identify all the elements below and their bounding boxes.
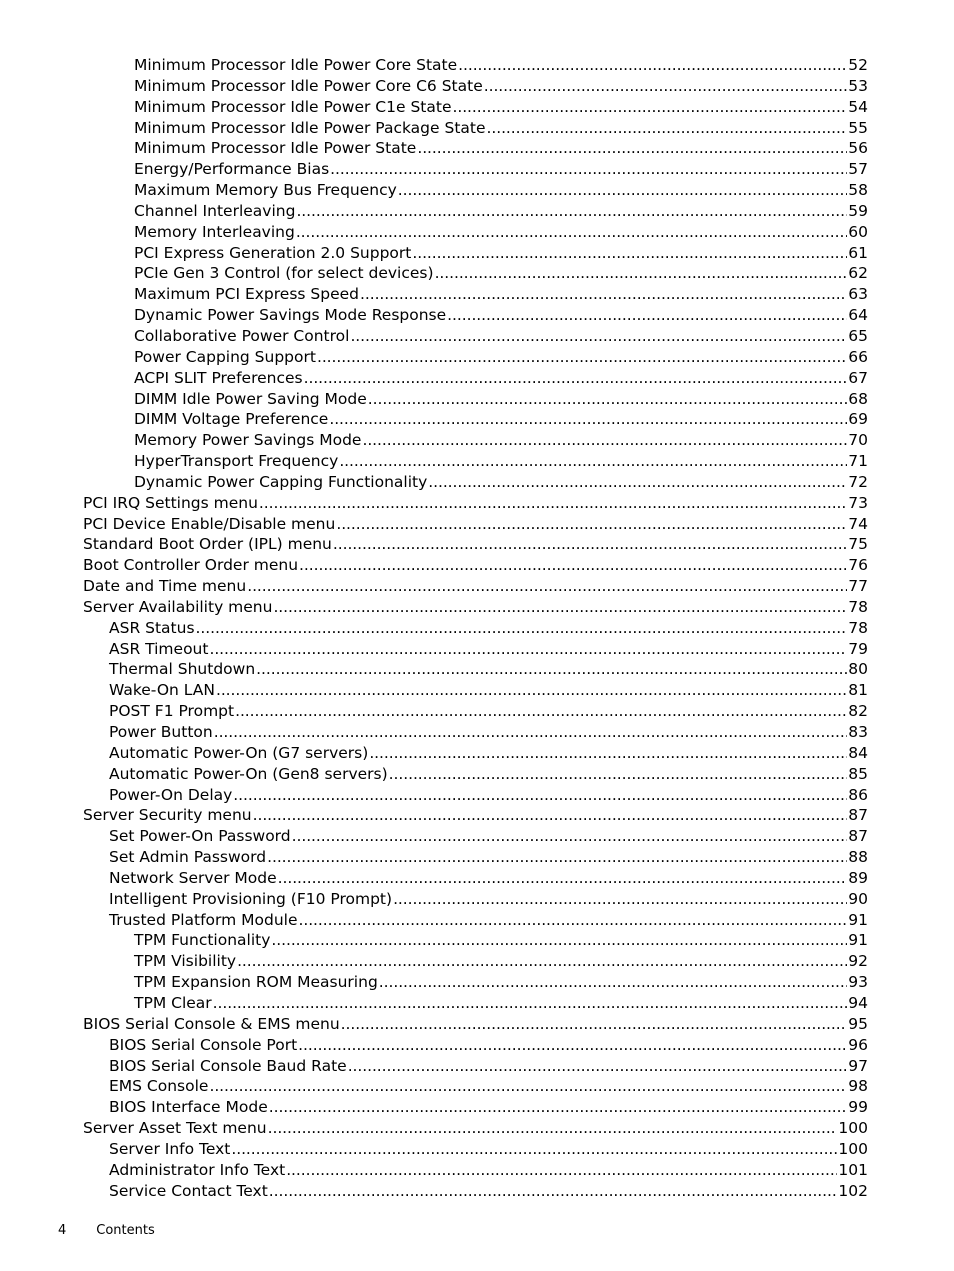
toc-entry[interactable]: [0, 1076, 868, 1097]
toc-entry-title: TPM Functionality: [134, 931, 271, 950]
toc-entry[interactable]: [0, 639, 868, 660]
toc-entry-page: 55: [848, 118, 868, 137]
toc-entry-title: HyperTransport Frequency: [134, 452, 339, 471]
toc-entry[interactable]: [0, 597, 868, 618]
toc-entry-title: PCI Device Enable/Disable menu: [83, 514, 336, 533]
dot-leader: [278, 868, 848, 889]
toc-entry[interactable]: [0, 534, 868, 555]
toc-entry-title: TPM Expansion ROM Measuring: [134, 973, 378, 992]
toc-entry-title: Server Security menu: [83, 806, 252, 825]
toc-entry-title: BIOS Serial Console Port: [109, 1035, 298, 1054]
toc-entry[interactable]: [0, 55, 868, 76]
toc-entry-title: BIOS Interface Mode: [109, 1098, 268, 1117]
dot-leader: [273, 597, 847, 618]
dot-leader: [196, 618, 848, 639]
toc-entry-page: 93: [848, 973, 868, 992]
dot-leader: [350, 326, 847, 347]
toc-entry-page: 70: [848, 431, 868, 450]
toc-entry-page: 81: [848, 681, 868, 700]
toc-entry-page: 94: [848, 993, 868, 1012]
toc-entry[interactable]: [0, 180, 868, 201]
toc-entry[interactable]: [0, 722, 868, 743]
dot-leader: [341, 1014, 848, 1035]
toc-entry-title: Server Asset Text menu: [83, 1119, 267, 1138]
toc-entry-title: Power Capping Support: [134, 347, 316, 366]
toc-entry-page: 60: [848, 222, 868, 241]
dot-leader: [348, 1056, 848, 1077]
toc-entry[interactable]: [0, 514, 868, 535]
toc-entry[interactable]: [0, 1014, 868, 1035]
toc-entry[interactable]: [0, 118, 868, 139]
toc-entry-title: EMS Console: [109, 1077, 209, 1096]
toc-entry[interactable]: [0, 1160, 868, 1181]
dot-leader: [360, 284, 847, 305]
toc-entry-title: Server Info Text: [109, 1139, 231, 1158]
dot-leader: [237, 951, 847, 972]
toc-entry[interactable]: [0, 389, 868, 410]
toc-entry-title: Set Admin Password: [109, 848, 267, 867]
toc-entry-page: 79: [848, 639, 868, 658]
toc-entry-title: Minimum Processor Idle Power Package State: [134, 118, 486, 137]
dot-leader: [339, 451, 847, 472]
toc-entry-title: Set Power-On Password: [109, 827, 291, 846]
dot-leader: [213, 993, 848, 1014]
toc-entry[interactable]: [0, 159, 868, 180]
toc-entry-page: 57: [848, 160, 868, 179]
dot-leader: [298, 1035, 847, 1056]
toc-entry-page: 85: [848, 764, 868, 783]
toc-entry-title: Service Contact Text: [109, 1181, 268, 1200]
toc-entry-title: TPM Visibility: [134, 952, 237, 971]
dot-leader: [336, 514, 847, 535]
toc-entry-title: Dynamic Power Capping Functionality: [134, 472, 428, 491]
dot-leader: [216, 680, 847, 701]
toc-entry-page: 88: [848, 848, 868, 867]
toc-entry[interactable]: [0, 368, 868, 389]
toc-entry-title: DIMM Idle Power Saving Mode: [134, 389, 367, 408]
toc-entry[interactable]: [0, 1056, 868, 1077]
toc-entry-title: Minimum Processor Idle Power Core State: [134, 56, 458, 74]
dot-leader: [379, 972, 847, 993]
toc-entry-title: Channel Interleaving: [134, 201, 296, 220]
dot-leader: [292, 826, 848, 847]
toc-entry-page: 54: [848, 97, 868, 116]
toc-entry-page: 101: [838, 1160, 868, 1179]
toc-entry-page: 91: [848, 931, 868, 950]
dot-leader: [368, 389, 847, 410]
toc-entry-title: Minimum Processor Idle Power Core C6 State: [134, 76, 483, 95]
dot-leader: [362, 430, 847, 451]
toc-entry-page: 69: [848, 410, 868, 429]
toc-entry[interactable]: [0, 805, 868, 826]
toc-entry-page: 75: [848, 535, 868, 554]
toc-entry-title: Power Button: [109, 723, 213, 741]
toc-entry-page: 102: [838, 1181, 868, 1200]
dot-leader: [428, 472, 847, 493]
toc-entry-page: 80: [848, 660, 868, 679]
toc-entry[interactable]: [0, 701, 868, 722]
toc-entry-title: ASR Timeout: [109, 639, 209, 658]
toc-entry-title: Automatic Power-On (Gen8 servers): [109, 764, 388, 783]
dot-leader: [247, 576, 847, 597]
toc-entry-page: 78: [848, 618, 868, 637]
toc-entry[interactable]: [0, 263, 868, 284]
toc-entry-title: PCIe Gen 3 Control (for select devices): [134, 264, 434, 283]
toc-entry-title: Boot Controller Order menu: [83, 556, 299, 575]
toc-entry[interactable]: [0, 409, 868, 430]
dot-leader: [304, 368, 848, 389]
page-number: 4: [58, 1223, 67, 1238]
toc-entry-page: 68: [848, 389, 868, 408]
dot-leader: [269, 1181, 838, 1202]
dot-leader: [417, 138, 847, 159]
toc-entry[interactable]: [0, 1139, 868, 1160]
toc-entry-page: 87: [848, 827, 868, 846]
toc-entry-page: 100: [838, 1139, 868, 1158]
dot-leader: [231, 1139, 837, 1160]
toc-entry[interactable]: [0, 347, 868, 368]
dot-leader: [299, 910, 848, 931]
toc-entry-page: 96: [848, 1035, 868, 1054]
toc-entry-page: 56: [848, 139, 868, 158]
toc-entry[interactable]: [0, 993, 868, 1014]
footer-section-label: Contents: [96, 1223, 155, 1238]
toc-entry-title: Server Availability menu: [83, 597, 273, 616]
toc-entry-page: 97: [848, 1056, 868, 1075]
toc-entry[interactable]: [0, 847, 868, 868]
dot-leader: [487, 118, 848, 139]
toc-entry-page: 99: [848, 1098, 868, 1117]
dot-leader: [484, 76, 848, 97]
toc-entry[interactable]: [0, 930, 868, 951]
dot-leader: [256, 659, 847, 680]
toc-entry-title: Power-On Delay: [109, 785, 233, 804]
toc-entry-page: 95: [848, 1014, 868, 1033]
toc-entry-page: 73: [848, 493, 868, 512]
toc-entry-page: 64: [848, 306, 868, 325]
dot-leader: [271, 930, 847, 951]
dot-leader: [330, 159, 847, 180]
toc-entry[interactable]: [0, 659, 868, 680]
dot-leader: [393, 889, 847, 910]
toc-entry[interactable]: [0, 493, 868, 514]
page-footer: [58, 1223, 155, 1238]
toc-entry[interactable]: [0, 97, 868, 118]
toc-entry[interactable]: [0, 1118, 868, 1139]
toc-entry[interactable]: [0, 889, 868, 910]
dot-leader: [299, 555, 847, 576]
toc-entry-title: ACPI SLIT Preferences: [134, 368, 303, 387]
toc-entry[interactable]: [0, 951, 868, 972]
toc-entry-page: 92: [848, 952, 868, 971]
toc-entry-page: 78: [848, 597, 868, 616]
dot-leader: [268, 1118, 838, 1139]
toc-entry-title: Administrator Info Text: [109, 1160, 286, 1179]
dot-leader: [269, 1097, 848, 1118]
toc-entry-page: 77: [848, 577, 868, 596]
dot-leader: [447, 305, 847, 326]
dot-leader: [209, 639, 847, 660]
dot-leader: [286, 1160, 837, 1181]
dot-leader: [259, 493, 847, 514]
dot-leader: [453, 97, 848, 118]
toc-entry[interactable]: [0, 680, 868, 701]
toc-entry[interactable]: [0, 326, 868, 347]
toc-entry[interactable]: [0, 555, 868, 576]
toc-entry[interactable]: [0, 472, 868, 493]
toc-entry[interactable]: [0, 576, 868, 597]
toc-entry[interactable]: [0, 138, 868, 159]
toc-entry-title: Energy/Performance Bias: [134, 160, 330, 179]
toc-entry-page: 87: [848, 806, 868, 825]
toc-entry-page: 74: [848, 514, 868, 533]
toc-entry[interactable]: [0, 222, 868, 243]
toc-entry-title: Wake-On LAN: [109, 681, 215, 700]
toc-entry[interactable]: [0, 972, 868, 993]
toc-entry-page: 84: [848, 743, 868, 762]
dot-leader: [369, 743, 847, 764]
toc-entry-title: Memory Interleaving: [134, 222, 295, 241]
toc-entry-title: Network Server Mode: [109, 868, 277, 887]
toc-entry-page: 90: [848, 889, 868, 908]
toc-entry[interactable]: [0, 284, 868, 305]
toc-entry-title: TPM Clear: [134, 993, 212, 1012]
dot-leader: [209, 1076, 847, 1097]
toc-entry-title: Thermal Shutdown: [109, 660, 256, 679]
toc-entry-title: Dynamic Power Savings Mode Response: [134, 306, 447, 325]
toc-entry-page: 67: [848, 368, 868, 387]
toc-entry-page: 72: [848, 472, 868, 491]
toc-entry-title: POST F1 Prompt: [109, 702, 235, 721]
toc-entry-title: Automatic Power-On (G7 servers): [109, 743, 369, 762]
toc-entry-page: 83: [848, 723, 868, 741]
dot-leader: [398, 180, 847, 201]
toc-entry[interactable]: [0, 76, 868, 97]
toc-entry-page: 61: [848, 243, 868, 262]
dot-leader: [267, 847, 847, 868]
toc-entry-title: Minimum Processor Idle Power State: [134, 139, 417, 158]
toc-entry-page: 76: [848, 556, 868, 575]
toc-entry-title: Collaborative Power Control: [134, 326, 350, 345]
toc-entry-title: Standard Boot Order (IPL) menu: [83, 535, 332, 554]
toc-entry[interactable]: [0, 451, 868, 472]
dot-leader: [458, 55, 847, 76]
toc-entry-title: PCI Express Generation 2.0 Support: [134, 243, 412, 262]
toc-entry[interactable]: [0, 430, 868, 451]
toc-entry[interactable]: [0, 243, 868, 264]
toc-entry[interactable]: [0, 201, 868, 222]
toc-entry-page: 66: [848, 347, 868, 366]
dot-leader: [389, 764, 848, 785]
toc-entry-title: Maximum PCI Express Speed: [134, 285, 360, 304]
toc-entry-title: Minimum Processor Idle Power C1e State: [134, 97, 452, 116]
dot-leader: [329, 409, 847, 430]
toc-entry-title: Maximum Memory Bus Frequency: [134, 181, 397, 200]
toc-entry[interactable]: [0, 910, 868, 931]
dot-leader: [435, 263, 848, 284]
toc-entry[interactable]: [0, 618, 868, 639]
toc-entry-page: 71: [848, 452, 868, 471]
toc-entry[interactable]: [0, 1097, 868, 1118]
toc-entry-page: 82: [848, 702, 868, 721]
toc-entry[interactable]: [0, 1035, 868, 1056]
toc-entry-page: 91: [848, 910, 868, 929]
toc-entry-page: 86: [848, 785, 868, 804]
toc-entry-page: 98: [848, 1077, 868, 1096]
toc-entry-page: 59: [848, 201, 868, 220]
toc-entry[interactable]: [0, 305, 868, 326]
dot-leader: [333, 534, 847, 555]
toc-entry-page: 65: [848, 326, 868, 345]
toc-entry-page: 62: [848, 264, 868, 283]
toc-entry-page: 89: [848, 868, 868, 887]
dot-leader: [233, 785, 847, 806]
toc-entry-title: Memory Power Savings Mode: [134, 431, 362, 450]
toc-entry-title: PCI IRQ Settings menu: [83, 493, 258, 512]
toc-entry[interactable]: [0, 1181, 868, 1202]
dot-leader: [412, 243, 847, 264]
dot-leader: [296, 201, 847, 222]
toc-entry[interactable]: [0, 764, 868, 785]
dot-leader: [235, 701, 847, 722]
dot-leader: [214, 722, 848, 743]
toc-entry-title: BIOS Serial Console Baud Rate: [109, 1056, 347, 1075]
toc-entry[interactable]: [0, 868, 868, 889]
toc-entry-page: 100: [838, 1119, 868, 1138]
toc-entry[interactable]: [0, 826, 868, 847]
toc-entry[interactable]: [0, 785, 868, 806]
toc-entry-title: ASR Status: [109, 618, 195, 637]
toc-entry[interactable]: [0, 743, 868, 764]
dot-leader: [296, 222, 847, 243]
toc-entry-title: Trusted Platform Module: [109, 910, 298, 929]
toc-entry-page: 58: [848, 181, 868, 200]
toc-entry-page: 53: [848, 76, 868, 95]
toc-entry-title: Date and Time menu: [83, 577, 247, 596]
dot-leader: [317, 347, 847, 368]
toc-entry-title: Intelligent Provisioning (F10 Prompt): [109, 889, 393, 908]
dot-leader: [253, 805, 848, 826]
toc-entry-page: 52: [848, 56, 868, 74]
toc-entry-title: DIMM Voltage Preference: [134, 410, 329, 429]
table-of-contents: [0, 55, 954, 1201]
toc-entry-page: 63: [848, 285, 868, 304]
toc-entry-title: BIOS Serial Console & EMS menu: [83, 1014, 340, 1033]
